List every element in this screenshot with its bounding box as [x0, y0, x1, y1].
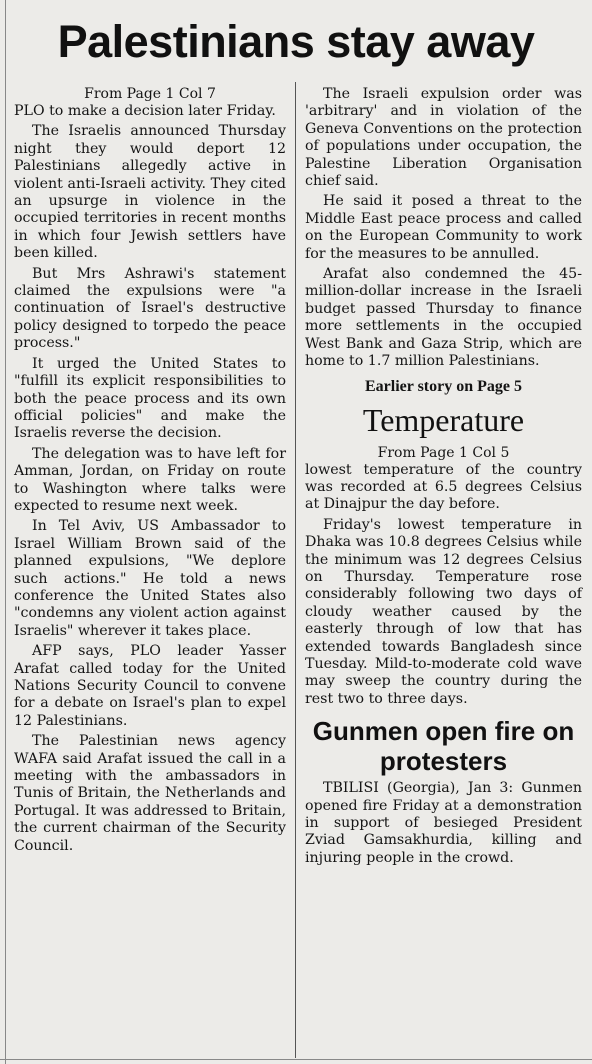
- paragraph: The Israeli expulsion order was 'arbitrary' and in violation of the Geneva Conventions on the protection of populations under occupation, the Palestine Liberation Organisation chief said.: [305, 86, 582, 190]
- paragraph: He said it posed a threat to the Middle East peace process and called on the European Community to work for the measures to be annulled.: [305, 193, 582, 262]
- paragraph: The Israelis announced Thursday night they would deport 12 Palestinians allegedly active in violent anti-Israeli activity. They cited an upsurge in violence in the occupied territories in recent months in which four Jewish settlers have been killed.: [14, 123, 286, 262]
- headline: Palestinians stay away: [57, 16, 535, 67]
- left-column: [14, 86, 286, 858]
- paragraph: lowest temperature of the country was recorded at 6.5 degrees Celsius at Dinajpur the day before.: [305, 461, 582, 513]
- paragraph: AFP says, PLO leader Yasser Arafat called today for the United Nations Security Council to convene for a debate on Israel's plan to expel 12 Palestinians.: [14, 643, 286, 729]
- paragraph: The delegation was to have left for Amman, Jordan, on Friday on route to Washington where talks were expected to resume next week.: [14, 445, 286, 514]
- paragraph: But Mrs Ashrawi's statement claimed the expulsions were "a continuation of Israel's destructive policy designed to torpedo the peace process.": [14, 265, 286, 352]
- column-divider: [295, 82, 296, 1058]
- paragraph: It urged the United States to "fulfill its explicit responsibilities to both the peace process and its own official policies" and make the Israelis reverse the decision.: [14, 355, 286, 442]
- temperature-headline: Temperature: [362, 401, 525, 438]
- page-bottom-rule: [0, 1059, 592, 1060]
- paragraph: TBILISI (Georgia), Jan 3: Gunmen opened fire Friday at a demonstration in support of besieged President Zviad Gamsakhurdia, killing and injuring people in the crowd.: [305, 780, 582, 866]
- paragraph: PLO to make a decision later Friday.: [14, 103, 276, 119]
- right-column: [305, 86, 582, 870]
- page-edge-rule: [5, 0, 6, 1064]
- paragraph: The Palestinian news agency WAFA said Arafat issued the call in a meeting with the ambassadors in Tunis of Britain, the Netherlands and Portugal. It was addressed to Britain, the current chairman of the Security Council.: [14, 733, 286, 854]
- paragraph: In Tel Aviv, US Ambassador to Israel William Brown said of the planned expulsions, "We deplore such actions." He told a news conference the United States also "condemns any violent action against Israelis" wherever it takes place.: [14, 518, 286, 639]
- continuation-line: From Page 1 Col 5: [377, 444, 510, 461]
- continuation-line: From Page 1 Col 7: [84, 86, 216, 102]
- paragraph: Arafat also condemned the 45-million-dollar increase in the Israeli budget passed Thursday to finance more settlements in the occupied West Bank and Gaza Strip, which are home to 1.7 million Palestinians.: [305, 266, 582, 370]
- gunmen-headline: Gunmen open fire on protesters: [312, 716, 575, 777]
- continuation-note: Earlier story on Page 5: [364, 377, 522, 395]
- paragraph: Friday's lowest temperature in Dhaka was 10.8 degrees Celsius while the minimum was 12 degrees Celsius on Thursday. Temperature rose considerably following two days of cloudy weather caused by the easterly through of low that has extended towards Bangladesh since Tuesday. Mild-to-moderate cold wave may sweep the country during the rest two to three days.: [305, 516, 582, 707]
